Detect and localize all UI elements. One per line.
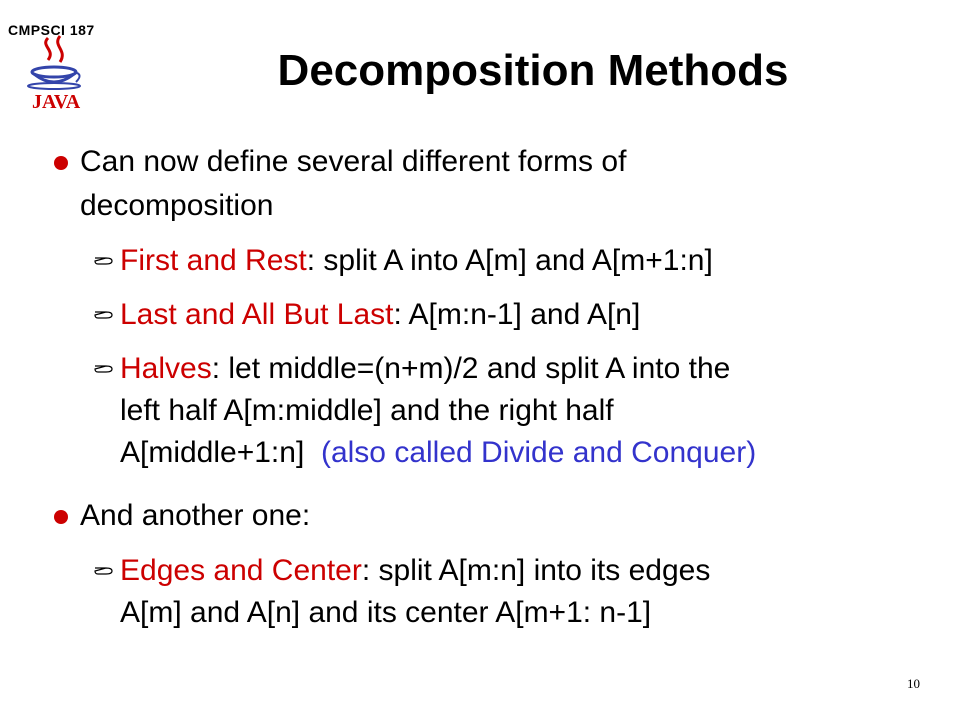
bullet-list [48, 140, 928, 634]
sub-item-halves [48, 348, 928, 474]
divide-and-conquer-note: (also called Divide and Conquer) [320, 436, 757, 469]
sub-item-label: Edges and Center [120, 554, 362, 587]
sub-item-last-and-all-but-last [48, 294, 928, 336]
slide-title: Decomposition Methods [277, 46, 789, 95]
bullet-text-line: And another one: [80, 499, 311, 532]
sub-item-text-line: A[middle+1:n] [120, 436, 305, 469]
sub-item-label: Last and All But Last [120, 298, 394, 331]
pointing-hand-icon [94, 564, 114, 578]
sub-item-text: : split A[m:n] into its edges [361, 554, 711, 587]
sub-item-label: First and Rest [120, 244, 307, 277]
java-logo-text: JAVA [32, 91, 81, 112]
sub-item-text: : split A into A[m] and A[m+1:n] [306, 244, 713, 277]
sub-item-text-line: A[m] and A[n] and its center A[m+1: n-1] [120, 596, 652, 629]
sub-item-edges-and-center [48, 550, 928, 634]
round-bullet-icon [54, 156, 68, 170]
bullet-text-line: decomposition [80, 189, 274, 222]
sub-item-first-and-rest [48, 240, 928, 282]
pointing-hand-icon [94, 362, 114, 376]
pointing-hand-icon [94, 308, 114, 322]
course-label: CMPSCI 187 [8, 22, 95, 38]
sub-item-text: : A[m:n-1] and A[n] [393, 298, 641, 331]
sub-item-text: : let middle=(n+m)/2 and split A into the [211, 352, 731, 385]
bullet-text-line: Can now define several different forms of [80, 145, 627, 178]
pointing-hand-icon [94, 254, 114, 268]
sub-item-text-line: left half A[m:middle] and the right half [120, 394, 614, 427]
sub-item-label: Halves [120, 352, 212, 385]
round-bullet-icon [54, 510, 68, 524]
page-number: 10 [907, 676, 920, 691]
bullet-item [48, 494, 928, 538]
bullet-item [48, 140, 928, 228]
